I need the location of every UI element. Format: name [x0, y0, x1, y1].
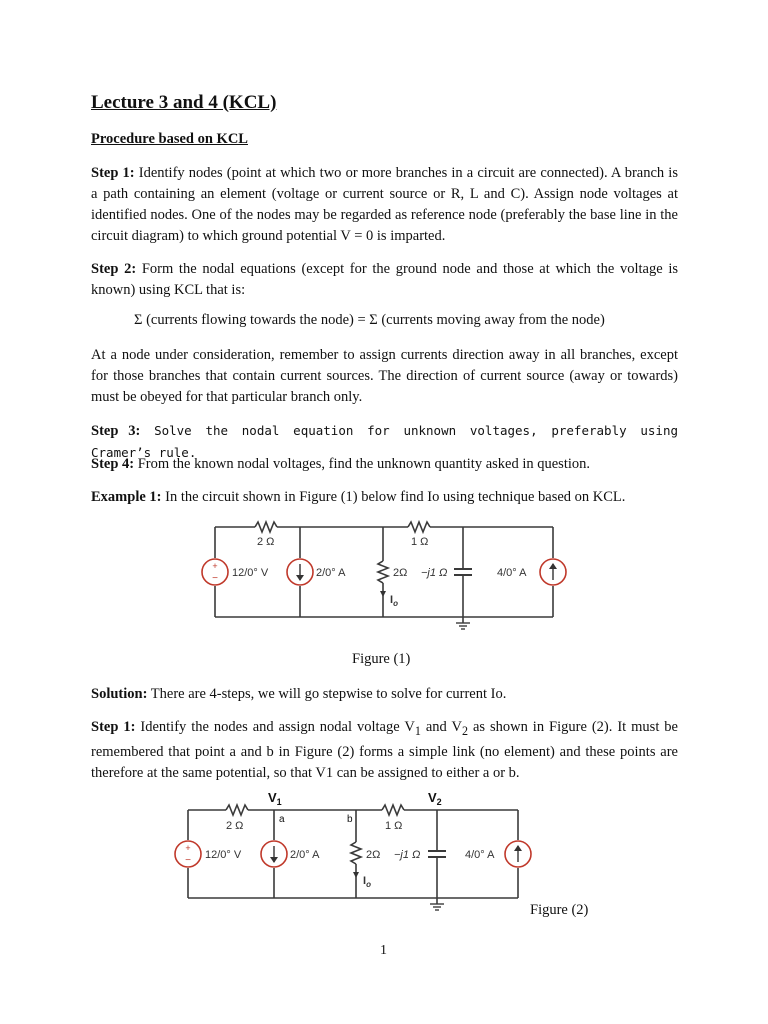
- solution-label: Solution:: [91, 686, 148, 702]
- point-b-label: b: [347, 814, 353, 825]
- current-arrow-icon: [353, 872, 359, 878]
- svg-text:+: +: [185, 843, 191, 853]
- resistor-2ohm-shunt: [378, 561, 388, 583]
- label-voltage-source: 12/0° V: [232, 567, 269, 579]
- label-voltage-source: 12/0° V: [205, 849, 242, 861]
- label-r-shunt: 2Ω: [366, 849, 381, 861]
- step2-label: Step 2:: [91, 261, 137, 277]
- resistor-1ohm-top: [382, 805, 404, 815]
- svg-text:+: +: [212, 561, 218, 571]
- capacitor-icon: [428, 851, 446, 857]
- current-arrow-icon: [380, 591, 386, 597]
- step2-paragraph: [91, 259, 678, 301]
- label-r-top-left: 2 Ω: [257, 536, 275, 548]
- example1-label: Example 1:: [91, 489, 162, 505]
- label-r-top-right: 1 Ω: [411, 536, 429, 548]
- label-current-source-2: 4/0° A: [465, 849, 495, 861]
- step4-label: Step 4:: [91, 456, 135, 472]
- label-capacitor: −j1 Ω: [394, 849, 421, 861]
- direction-note: At a node under consideration, remember to assign currents direction away in all branches, except for those branches that contain current sources. The direction of current source (away or towards) must be obeyed for that particular branch only.: [91, 347, 678, 405]
- page-title: Lecture 3 and 4 (KCL): [91, 92, 277, 113]
- solution-step1-label: Step 1:: [91, 719, 136, 735]
- solution-step1-paragraph: Step 1: Identify the nodes and assign nodal voltage $V_1$ and $V_2$ as shown in Figure (2). It must be remembered that point a and b in Figure (2) forms a simple link (no element) and these points are therefore at the same potential, so that V1 can be assigned to either a or b.: [91, 719, 678, 781]
- node-v2-label: $V_2$: [428, 790, 442, 807]
- step1-text: Identify nodes (point at which two or more branches in a circuit are connected). A branch is a path containing an element (voltage or current source or R, L and C). Assign node voltages at identified nodes. One of the nodes may be regarded as reference node (preferably the base line in the circuit diagram) to which ground potential V = 0 is imparted.: [91, 165, 678, 244]
- resistor-2ohm-top: [255, 522, 277, 532]
- capacitor-icon: [454, 569, 472, 575]
- solution-text: There are 4-steps, we will go stepwise to solve for current Io.: [147, 686, 507, 702]
- step3-label: Step 3:: [91, 423, 141, 439]
- circuit-figure-2: [170, 790, 550, 920]
- label-r-top-right: 1 Ω: [385, 820, 403, 832]
- figure-1-caption: Figure (1): [352, 651, 411, 667]
- example1-paragraph: [91, 487, 678, 508]
- label-capacitor: −j1 Ω: [421, 567, 448, 579]
- step1-paragraph: [91, 163, 678, 247]
- step4-text: From the known nodal voltages, find the unknown quantity asked in question.: [134, 456, 590, 472]
- svg-text:−: −: [212, 573, 218, 584]
- ground-icon: [456, 623, 470, 629]
- label-current-source-1: 2/0° A: [290, 849, 320, 861]
- step3-text: Solve the nodal equation for unknown voltages, preferably using Cramer’s rule.: [91, 423, 678, 460]
- node-v1-label: $V_1$: [268, 790, 282, 807]
- resistor-2ohm-shunt: [351, 842, 361, 864]
- step4-paragraph: [91, 454, 678, 475]
- circuit-figure-1: [195, 515, 575, 640]
- ground-icon: [430, 904, 444, 910]
- label-r-shunt: 2Ω: [393, 567, 408, 579]
- solution-paragraph: [91, 684, 678, 705]
- resistor-2ohm-top: [226, 805, 248, 815]
- resistor-1ohm-top: [408, 522, 430, 532]
- label-current: $I_o$: [363, 875, 371, 889]
- label-current: $I_o$: [390, 594, 398, 608]
- example1-text: In the circuit shown in Figure (1) below find Io using technique based on KCL.: [161, 489, 626, 505]
- step2-text: Form the nodal equations (except for the ground node and those at which the voltage is known) using KCL that is:: [91, 261, 678, 298]
- label-r-top-left: 2 Ω: [226, 820, 244, 832]
- point-a-label: a: [279, 814, 285, 825]
- figure-2-caption: Figure (2): [530, 902, 589, 918]
- step1-label: Step 1:: [91, 165, 135, 181]
- page-number: 1: [380, 943, 387, 958]
- kcl-equation: Σ (currents flowing towards the node) = Σ (currents moving away from the node): [134, 312, 605, 328]
- svg-text:−: −: [185, 855, 191, 866]
- label-current-source-1: 2/0° A: [316, 567, 346, 579]
- label-current-source-2: 4/0° A: [497, 567, 527, 579]
- section-heading: Procedure based on KCL: [91, 131, 248, 147]
